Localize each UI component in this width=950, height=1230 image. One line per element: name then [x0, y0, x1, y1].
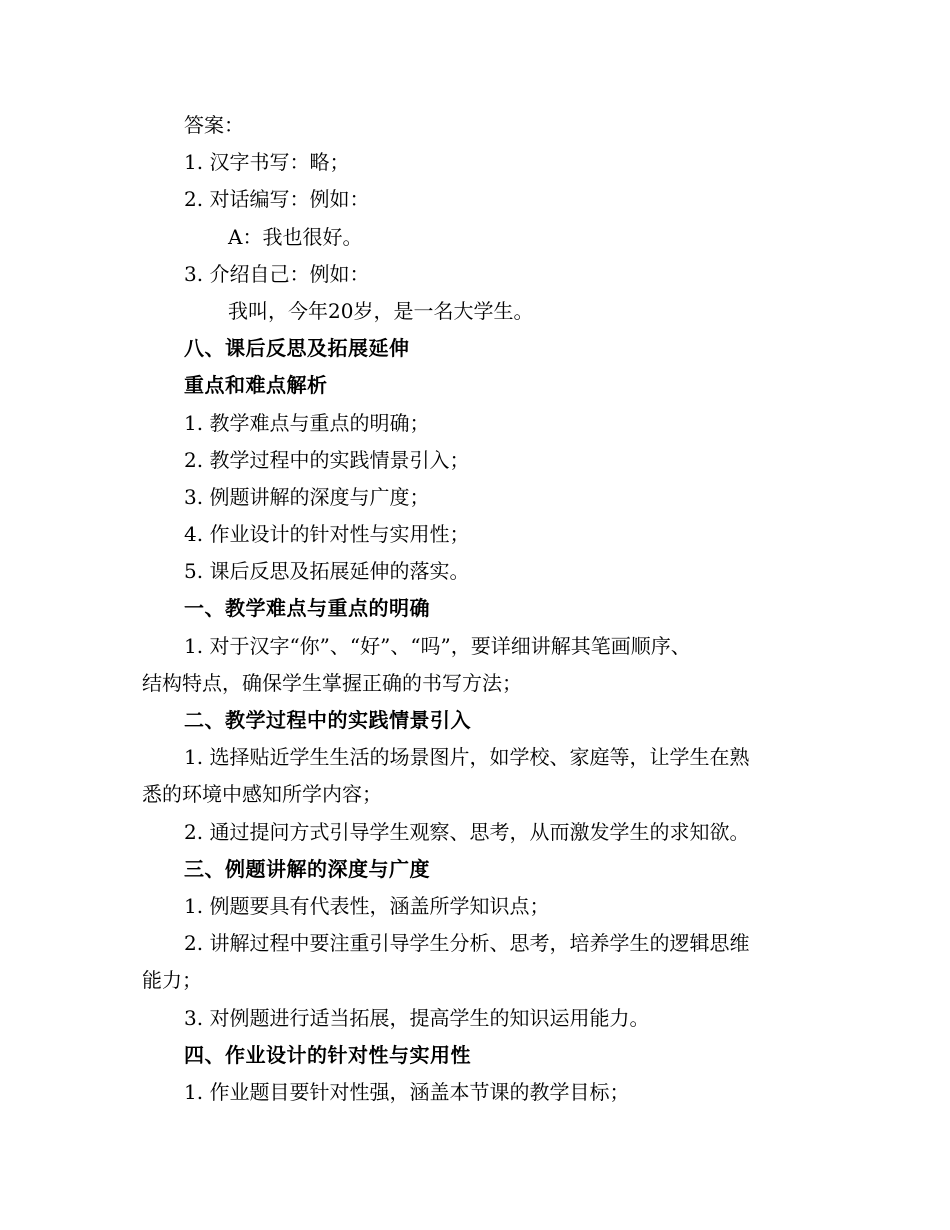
answer-label: 答案： — [184, 113, 244, 137]
answer-item-2-example: A：我也很好。 — [228, 224, 363, 249]
section-heading-8: 八、课后反思及拓展延伸 — [184, 336, 410, 361]
section-heading-3: 三、例题讲解的深度与广度 — [184, 856, 430, 881]
paragraph-line: 1. 作业题目要针对性强，涵盖本节课的教学目标； — [184, 1079, 630, 1104]
key-point-item-2: 2. 教学过程中的实践情景引入； — [184, 447, 470, 472]
section-heading-2: 二、教学过程中的实践情景引入 — [184, 708, 471, 732]
paragraph-line-continued: 能力； — [142, 968, 202, 993]
subsection-heading-key-points: 重点和难点解析 — [184, 373, 328, 398]
paragraph-line-continued: 结构特点，确保学生掌握正确的书写方法； — [142, 670, 522, 695]
key-point-item-4: 4. 作业设计的针对性与实用性； — [184, 522, 470, 547]
answer-item-3-example: 我叫，今年20岁，是一名大学生。 — [228, 298, 534, 323]
key-point-item-1: 1. 教学难点与重点的明确； — [184, 410, 430, 435]
answer-item-1: 1. 汉字书写：略； — [184, 150, 350, 175]
paragraph-line: 2. 讲解过程中要注重引导学生分析、思考，培养学生的逻辑思维 — [184, 931, 750, 956]
section-heading-4: 四、作业设计的针对性与实用性 — [184, 1042, 471, 1067]
answer-item-3: 3. 介绍自己：例如： — [184, 261, 370, 286]
paragraph-line-continued: 悉的环境中感知所学内容； — [142, 782, 382, 807]
paragraph-line: 1. 选择贴近学生生活的场景图片，如学校、家庭等，让学生在熟 — [184, 745, 750, 770]
paragraph-line: 2. 通过提问方式引导学生观察、思考，从而激发学生的求知欲。 — [184, 819, 750, 844]
key-point-item-3: 3. 例题讲解的深度与广度； — [184, 484, 430, 509]
key-point-item-5: 5. 课后反思及拓展延伸的落实。 — [184, 559, 470, 584]
paragraph-line: 1. 对于汉字“你”、“好”、“吗”，要详细讲解其笔画顺序、 — [184, 633, 691, 658]
paragraph-line: 1. 例题要具有代表性，涵盖所学知识点； — [184, 893, 550, 918]
section-heading-1: 一、教学难点与重点的明确 — [184, 596, 430, 621]
document-body — [142, 107, 812, 1111]
paragraph-line: 3. 对例题进行适当拓展，提高学生的知识运用能力。 — [184, 1005, 650, 1030]
answer-item-2: 2. 对话编写：例如： — [184, 187, 370, 212]
